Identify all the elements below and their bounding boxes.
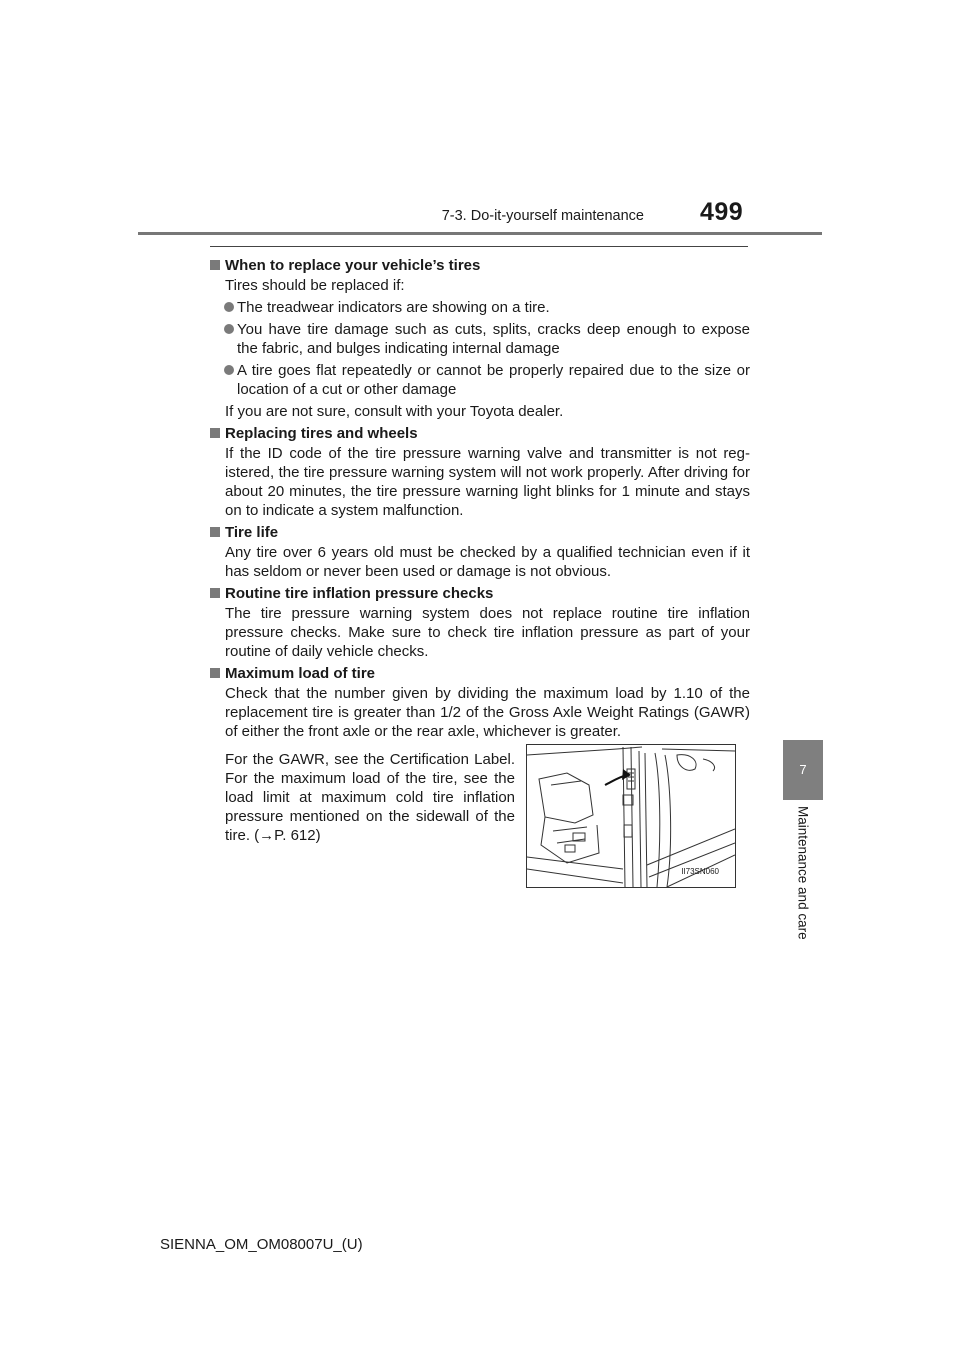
- square-bullet-icon: [210, 588, 220, 598]
- square-bullet-icon: [210, 668, 220, 678]
- section-body: The tire pressure warning system does not replace routine tire inflation pressure checks. Make sure to check tire inflation pressure as part of your routine of daily vehicle checks.: [225, 605, 750, 660]
- list-item: You have tire damage such as cuts, splits, cracks deep enough to expose the fabric, and bulges indicating internal damage: [210, 320, 750, 358]
- figure-caption-text: For the GAWR, see the Certification Label. For the maximum load of the tire, see the load limit at maximum cold tire inflation pressure mentioned on the sidewall of the tire. (→P. 612): [225, 751, 515, 844]
- section-body: Any tire over 6 years old must be checked by a qualified technician even if it has seldom or never been used or damage is not obvious.: [225, 544, 750, 580]
- square-bullet-icon: [210, 428, 220, 438]
- page-header: [0, 0, 960, 240]
- chapter-tab: 7: [783, 740, 823, 800]
- section-body: Check that the number given by dividing the maximum load by 1.10 of the replacement tire is greater than 1/2 of the Gross Axle Weight Ratings (GAWR) of either the front axle or the rear axle, whichever is greater.: [225, 685, 750, 740]
- section-replacing-tires: [210, 424, 750, 520]
- footer-doc-code: SIENNA_OM_OM08007U_(U): [160, 1236, 363, 1253]
- figure-row: [210, 744, 750, 886]
- content-top-rule: [210, 246, 748, 247]
- section-routine-checks: [210, 584, 750, 661]
- section-intro: Tires should be replaced if:: [225, 277, 405, 294]
- section-maximum-load: [210, 664, 750, 886]
- chapter-tab-label: Maintenance and care: [795, 806, 811, 940]
- square-bullet-icon: [210, 527, 220, 537]
- header-rule: [138, 232, 822, 235]
- section-outro: If you are not sure, consult with your Toyota dealer.: [225, 403, 564, 420]
- section-heading: Maximum load of tire: [210, 664, 750, 683]
- section-body: If the ID code of the tire pressure warning valve and transmitter is not registered, the tire pressure warning system will not work properly. After driving for about 20 minutes, the tire pressure warning light blinks for 1 minute and stays on to indicate a system malfunction.: [225, 445, 750, 519]
- figure-code: II73SN060: [681, 867, 719, 876]
- section-heading: When to replace your vehicle’s tires: [210, 256, 750, 275]
- section-heading: Routine tire inflation pressure checks: [210, 584, 750, 603]
- list-item: The treadwear indicators are showing on a tire.: [210, 298, 750, 317]
- list-item: A tire goes flat repeatedly or cannot be properly repaired due to the size or location of a cut or other damage: [210, 361, 750, 399]
- circle-bullet-icon: [224, 302, 234, 312]
- circle-bullet-icon: [224, 365, 234, 375]
- section-heading: Tire life: [210, 523, 750, 542]
- header-section-title: 7-3. Do-it-yourself maintenance: [441, 208, 644, 224]
- square-bullet-icon: [210, 260, 220, 270]
- circle-bullet-icon: [224, 324, 234, 334]
- certification-label-illustration: [526, 744, 736, 888]
- section-heading: Replacing tires and wheels: [210, 424, 750, 443]
- page-number: 499: [700, 198, 744, 226]
- page-content: [210, 256, 750, 889]
- section-tire-life: [210, 523, 750, 581]
- section-when-to-replace: [210, 256, 750, 421]
